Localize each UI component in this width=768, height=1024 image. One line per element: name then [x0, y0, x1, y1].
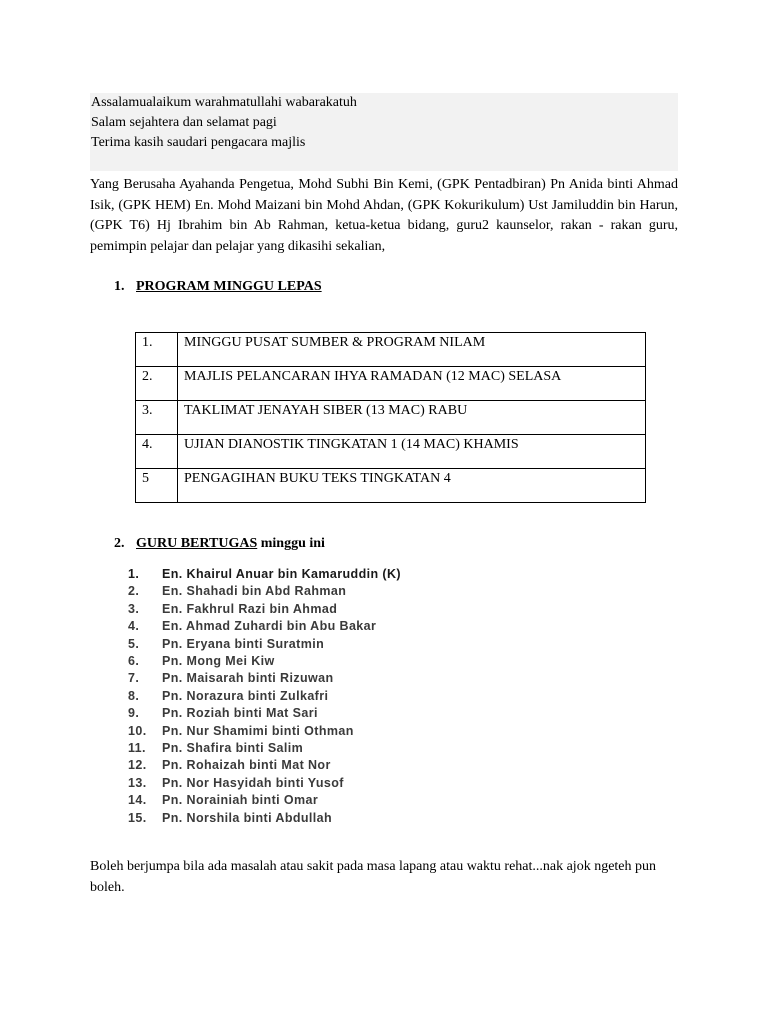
list-number: 12.	[128, 758, 147, 773]
list-item	[128, 757, 528, 774]
list-item	[128, 636, 528, 653]
list-item	[128, 792, 528, 809]
teacher-name: En. Shahadi bin Abd Rahman	[162, 584, 347, 599]
list-number: 11.	[128, 741, 146, 756]
list-number: 1.	[128, 567, 140, 581]
list-number: 7.	[128, 671, 140, 686]
row-text: MAJLIS PELANCARAN IHYA RAMADAN (12 MAC) SELASA	[178, 367, 646, 401]
row-text: UJIAN DIANOSTIK TINGKATAN 1 (14 MAC) KHAMIS	[178, 435, 646, 469]
list-item	[128, 566, 528, 583]
list-item	[128, 810, 528, 827]
closing-paragraph: Boleh berjumpa bila ada masalah atau sakit pada masa lapang atau waktu rehat...nak ajok ngeteh pun boleh.	[90, 859, 657, 895]
list-item	[128, 723, 528, 740]
list-number: 15.	[128, 810, 147, 825]
teacher-name: Pn. Norshila binti Abdullah	[162, 810, 333, 825]
teacher-name: Pn. Nor Hasyidah binti Yusof	[162, 775, 344, 790]
row-text: MINGGU PUSAT SUMBER & PROGRAM NILAM	[178, 333, 646, 367]
duty-teacher-list	[128, 566, 528, 827]
row-text: TAKLIMAT JENAYAH SIBER (13 MAC) RABU	[178, 401, 646, 435]
teacher-name: Pn. Nur Shamimi binti Othman	[162, 723, 354, 738]
list-number: 10.	[128, 723, 147, 738]
row-number: 3.	[136, 401, 178, 435]
section-number: 2.	[114, 536, 125, 551]
table-row	[136, 333, 646, 367]
list-item	[128, 653, 528, 670]
list-number: 9.	[128, 706, 140, 721]
list-item	[128, 601, 528, 618]
table-row	[136, 401, 646, 435]
list-item	[128, 740, 528, 757]
greeting-block	[90, 93, 678, 171]
section-number: 1.	[114, 279, 125, 294]
section-title-suffix: minggu ini	[257, 536, 325, 551]
teacher-name: Pn. Mong Mei Kiw	[162, 654, 275, 669]
list-item	[128, 688, 528, 705]
table-row	[136, 435, 646, 469]
list-number: 14.	[128, 793, 147, 808]
address-paragraph: Yang Berusaha Ayahanda Pengetua, Mohd Subhi Bin Kemi, (GPK Pentadbiran) Pn Anida binti Ahmad Isik, (GPK HEM) En. Mohd Maizani bin Mohd Ahdan, (GPK Kokurikulum) Ust Jamiluddin bin Harun, (GPK T6) Hj Ibrahim bin Ab Rahman, ketua-ketua bidang, guru2 kaunselor, rakan - rakan guru, pemimpin pelajar dan pelajar yang dikasihi sekalian,	[90, 177, 678, 254]
list-number: 3.	[128, 601, 140, 616]
teacher-name: Pn. Rohaizah binti Mat Nor	[162, 758, 331, 773]
row-text: PENGAGIHAN BUKU TEKS TINGKATAN 4	[178, 469, 646, 503]
list-number: 2.	[128, 584, 140, 599]
teacher-name: Pn. Roziah binti Mat Sari	[162, 706, 318, 721]
teacher-name: En. Khairul Anuar bin Kamaruddin (K)	[162, 567, 401, 581]
row-number: 4.	[136, 435, 178, 469]
list-number: 5.	[128, 636, 140, 651]
teacher-name: Pn. Eryana binti Suratmin	[162, 636, 325, 651]
section-heading-duty	[114, 536, 325, 552]
teacher-name: Pn. Norazura binti Zulkafri	[162, 688, 329, 703]
teacher-name: En. Fakhrul Razi bin Ahmad	[162, 601, 338, 616]
list-number: 6.	[128, 654, 140, 669]
row-number: 5	[136, 469, 178, 503]
table-row	[136, 367, 646, 401]
list-number: 4.	[128, 619, 140, 634]
greeting-line: Assalamualaikum warahmatullahi wabarakatuh	[91, 95, 357, 110]
teacher-name: En. Ahmad Zuhardi bin Abu Bakar	[162, 619, 377, 634]
list-item	[128, 583, 528, 600]
section-title: PROGRAM MINGGU LEPAS	[136, 279, 322, 294]
list-item	[128, 618, 528, 635]
program-table	[135, 332, 646, 503]
list-item	[128, 670, 528, 687]
section-title: GURU BERTUGAS	[136, 536, 258, 551]
list-number: 13.	[128, 775, 147, 790]
greeting-line: Salam sejahtera dan selamat pagi	[91, 115, 277, 130]
teacher-name: Pn. Norainiah binti Omar	[162, 793, 319, 808]
teacher-name: Pn. Shafira binti Salim	[162, 741, 304, 756]
greeting-line: Terima kasih saudari pengacara majlis	[91, 135, 306, 150]
row-number: 1.	[136, 333, 178, 367]
list-item	[128, 775, 528, 792]
list-number: 8.	[128, 688, 140, 703]
row-number: 2.	[136, 367, 178, 401]
table-row	[136, 469, 646, 503]
section-heading-program	[114, 279, 322, 295]
teacher-name: Pn. Maisarah binti Rizuwan	[162, 671, 334, 686]
list-item	[128, 705, 528, 722]
